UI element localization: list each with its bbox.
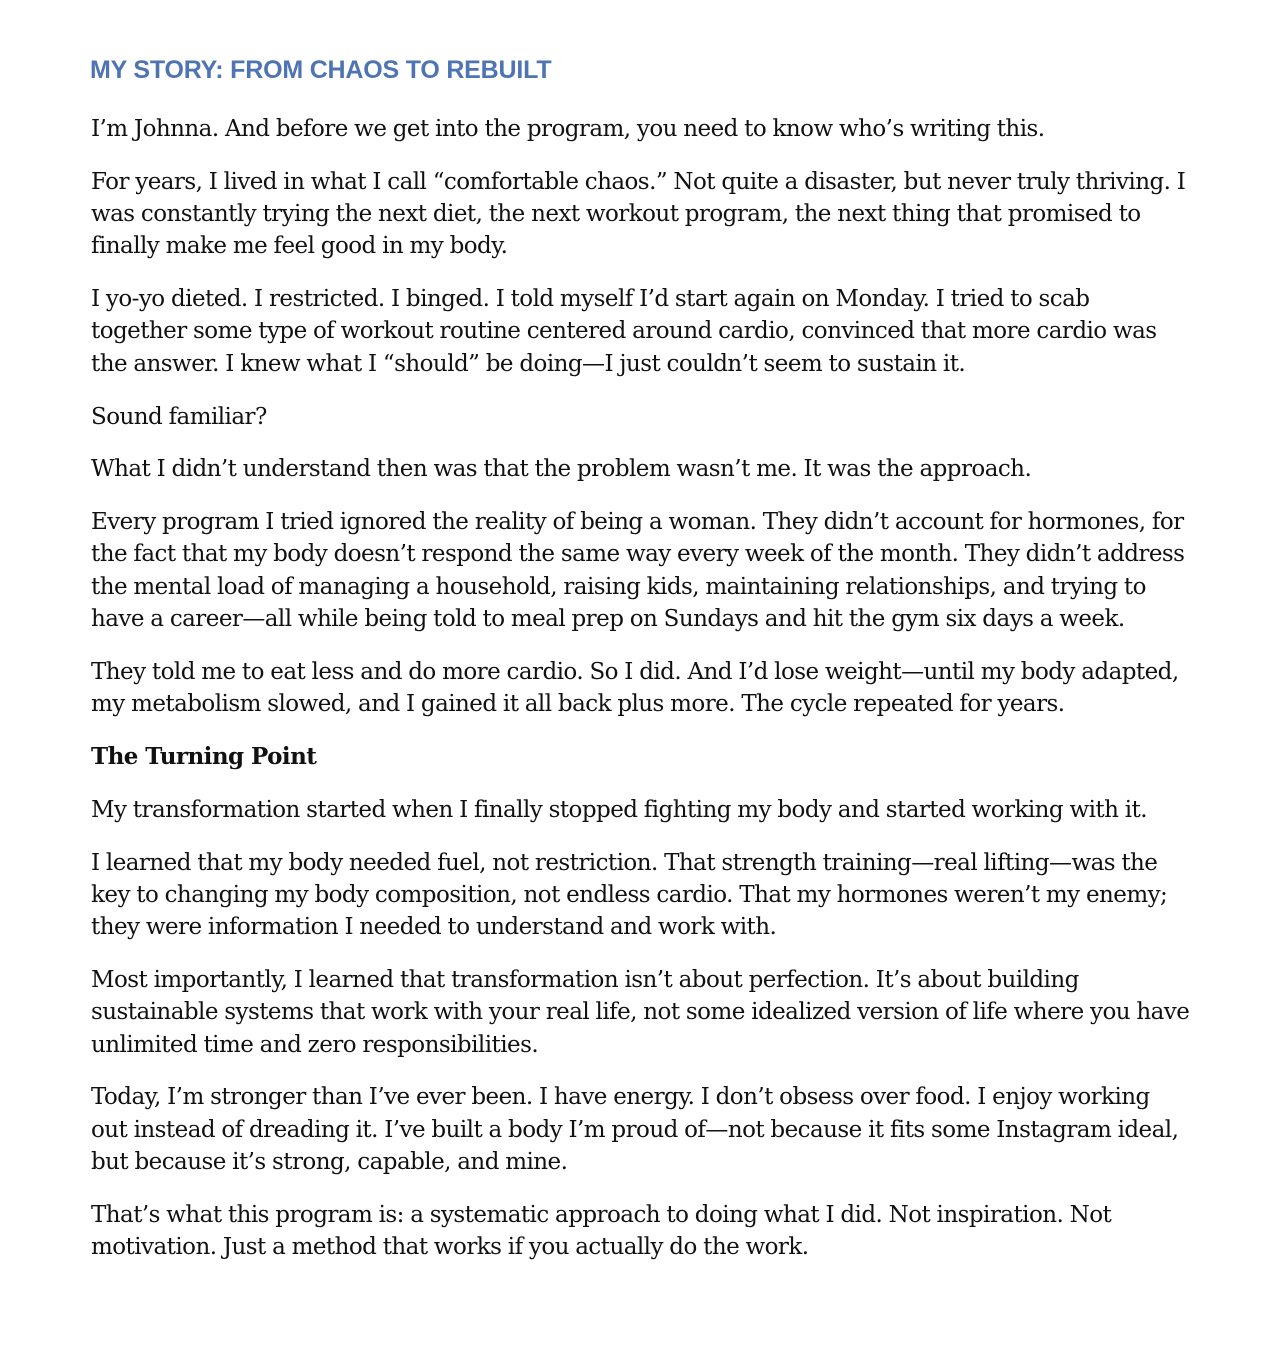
- paragraph-comfortable-chaos: For years, I lived in what I call “comfortable chaos.” Not quite a disaster, but never truly thriving. I was constantly trying the next diet, the next workout program, the next thing that promised to finally make me feel good in my body.: [91, 168, 1186, 260]
- paragraph-this-program: That’s what this program is: a systematic approach to doing what I did. Not inspiration. Not motivation. Just a method that works if you actually do the work.: [91, 1201, 1112, 1261]
- document-page: [91, 52, 1191, 1284]
- paragraph-yo-yo-dieting: I yo-yo dieted. I restricted. I binged. I told myself I’d start again on Monday. I tried to scab together some type of workout routine centered around cardio, convinced that more cardio was the answer. I knew what I “should” be doing—I just couldn’t seem to sustain it.: [91, 286, 1157, 377]
- paragraph-sound-familiar: Sound familiar?: [91, 403, 267, 430]
- paragraph-today: Today, I’m stronger than I’ve ever been. I have energy. I don’t obsess over food. I enjoy working out instead of dreading it. I’ve built a body I’m proud of—not because it fits some Instagram ideal, but because it’s strong, capable, and mine.: [91, 1084, 1179, 1175]
- paragraph-not-perfection: Most importantly, I learned that transformation isn’t about perfection. It’s about building sustainable systems that work with your real life, not some idealized version of life where you have unlimited time and zero responsibilities.: [91, 966, 1190, 1058]
- paragraph-transformation-start: My transformation started when I finally stopped fighting my body and started working with it.: [91, 796, 1147, 823]
- paragraph-fuel-not-restriction: I learned that my body needed fuel, not restriction. That strength training—real lifting—was the key to changing my body composition, not endless cardio. That my hormones weren’t my enemy; they were information I needed to understand and work with.: [91, 849, 1168, 941]
- section-heading-turning-point: The Turning Point: [91, 742, 317, 770]
- paragraph-every-program: Every program I tried ignored the reality of being a woman. They didn’t account for hormones, for the fact that my body doesn’t respond the same way every week of the month. They didn’t address the mental load of managing a household, raising kids, maintaining relationships, and trying to have a career—all while being told to meal prep on Sundays and hit the gym six days a week.: [91, 509, 1185, 633]
- page-title: MY STORY: FROM CHAOS TO REBUILT: [90, 56, 552, 84]
- paragraph-intro: I’m Johnna. And before we get into the program, you need to know who’s writing this.: [91, 116, 1045, 142]
- paragraph-eat-less: They told me to eat less and do more cardio. So I did. And I’d lose weight—until my body adapted, my metabolism slowed, and I gained it all back plus more. The cycle repeated for years.: [91, 658, 1179, 718]
- paragraph-the-approach: What I didn’t understand then was that the problem wasn’t me. It was the approach.: [91, 456, 1032, 483]
